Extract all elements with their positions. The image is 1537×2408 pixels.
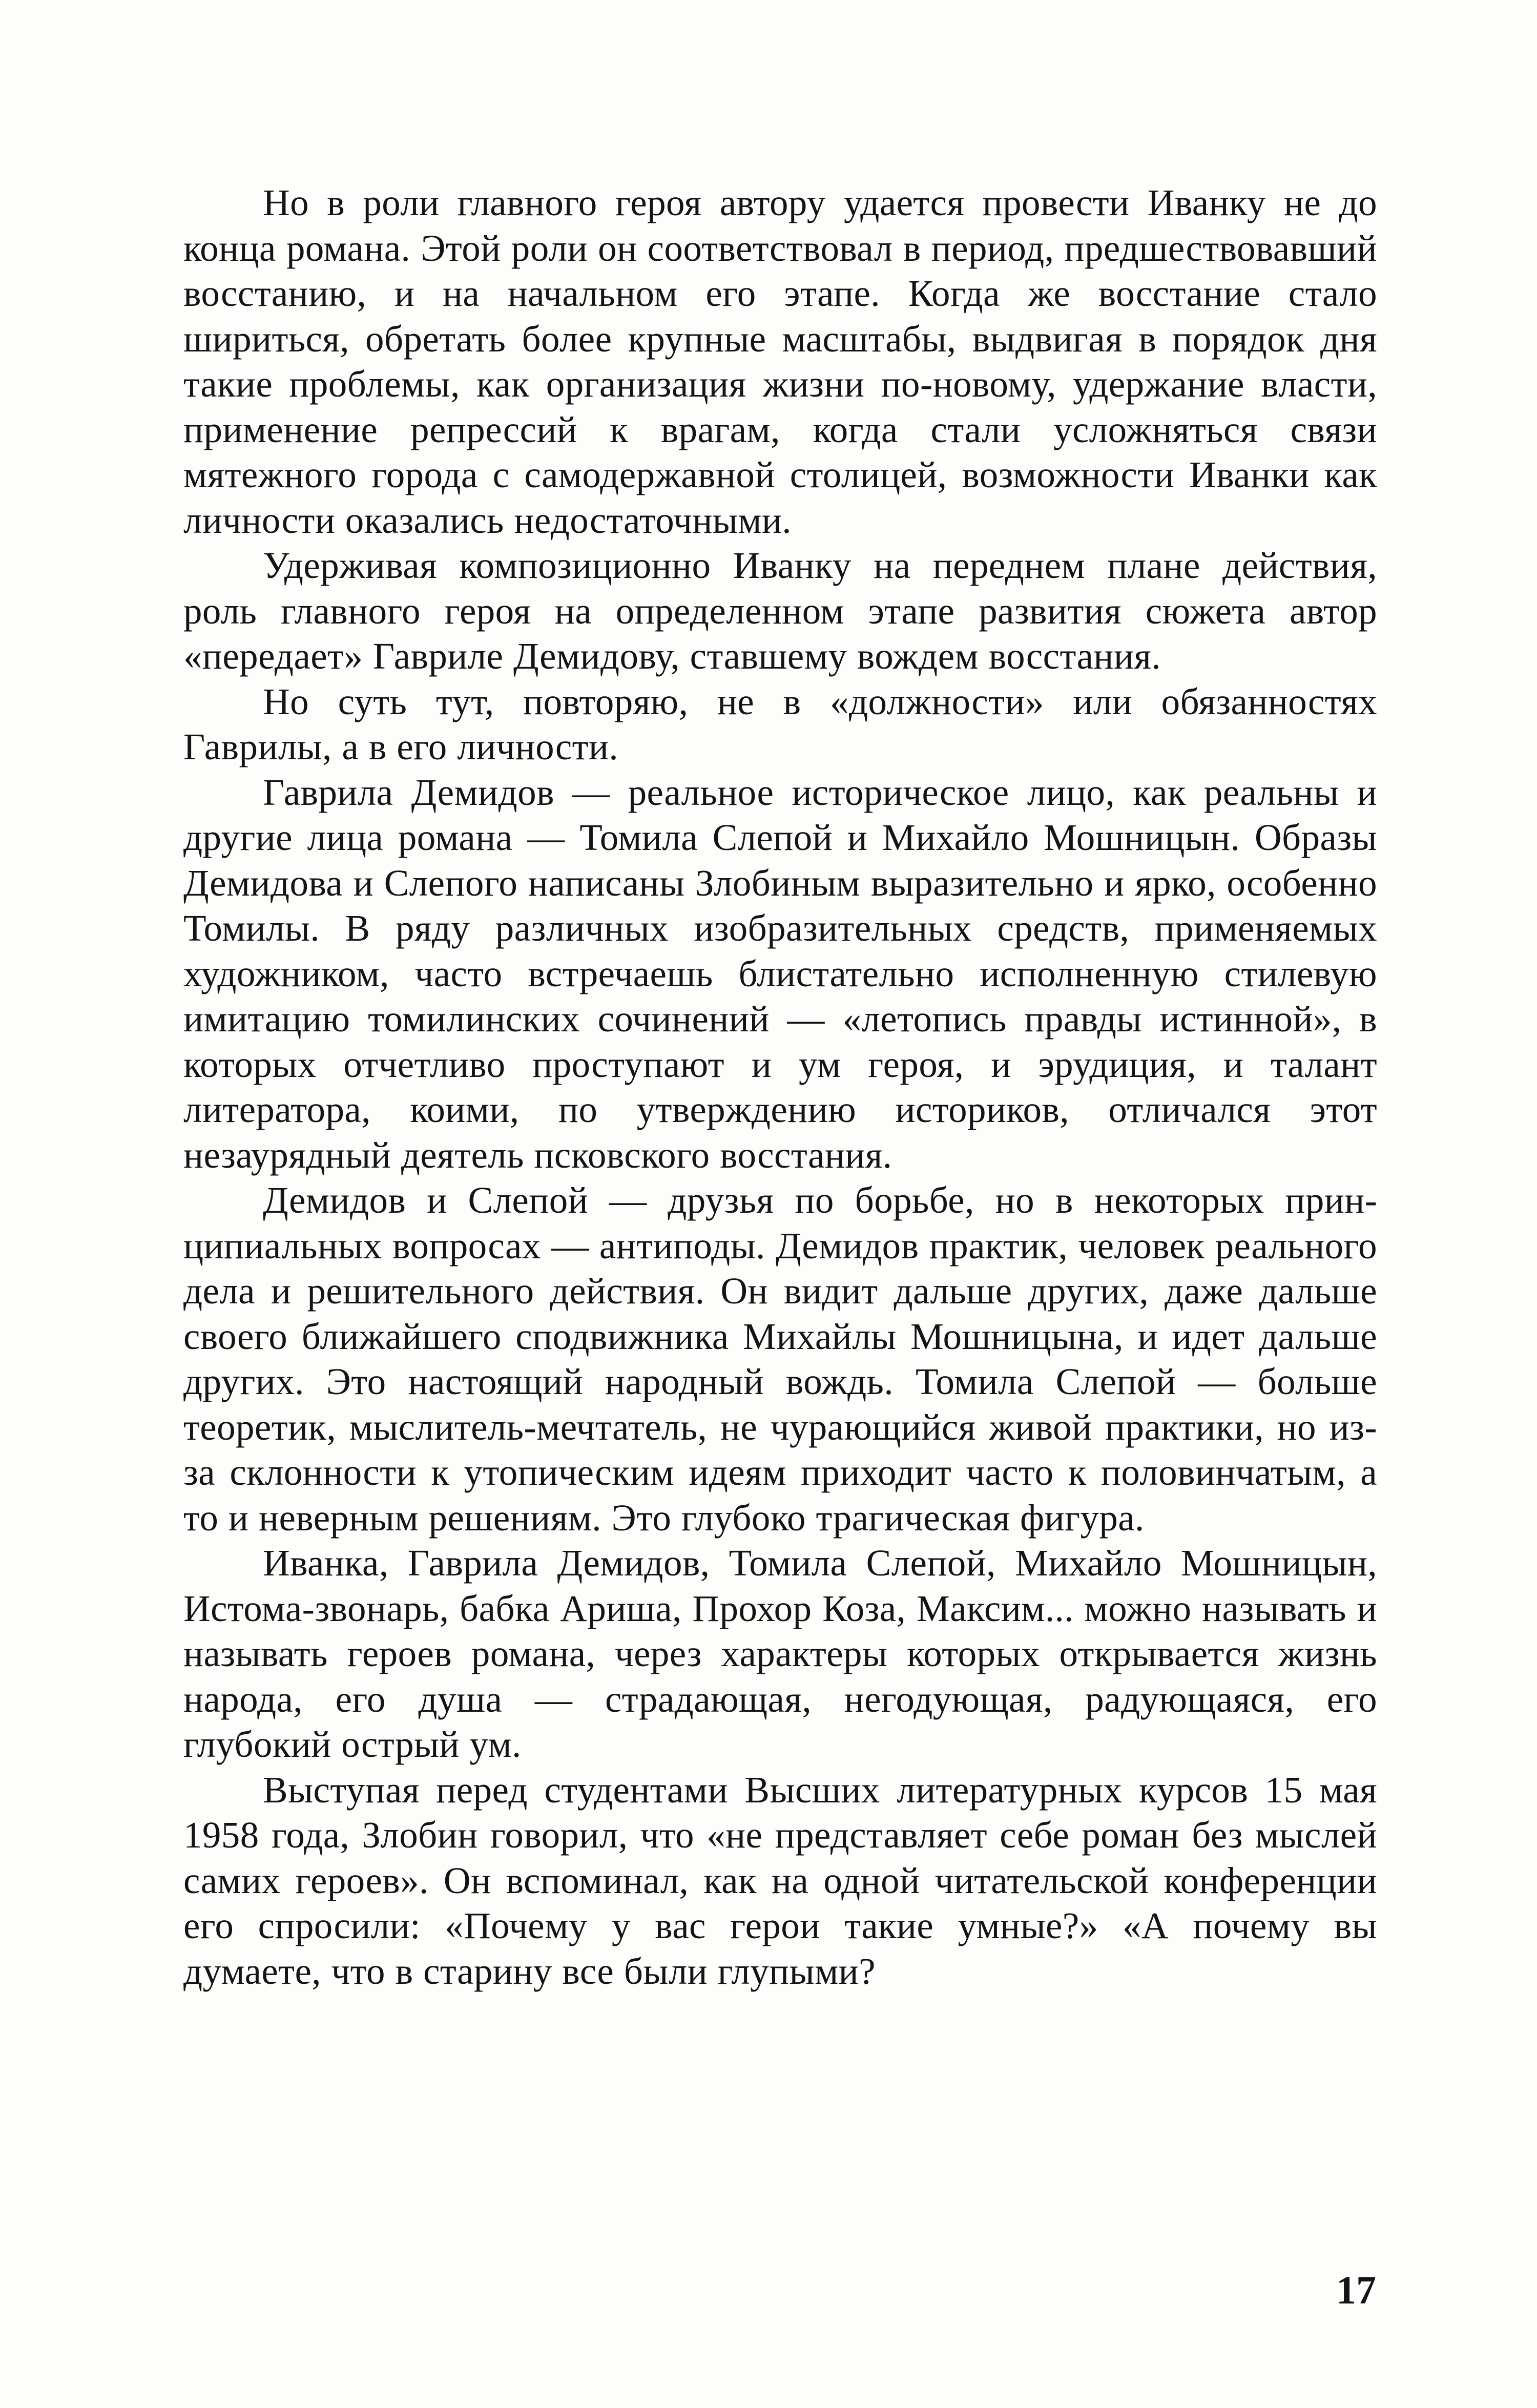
paragraph-2: Удерживая композиционно Иванку на переднем плане действия, роль главного героя на определенном этапе развития сюжета автор «передает» Гавриле Демидову, ставшему вождем восстания. [183,545,1377,677]
paragraph-4: Гаврила Демидов — реальное историческое лицо, как реальны и другие лица романа — Томила Слепой и Михайло Мошницын. Образы Демидова и Слепого написаны Злобиным выразительно и ярко, особенно Томилы. В ряду различных изобразительных средств, применяемых художником, часто встречаешь блистательно исполненную стилевую имитацию томилинских сочинений — «летопись правды истинной», в которых отчетливо проступают и ум героя, и эрудиция, и талант литератора, коими, по утверждению историков, отличался этот незаурядный деятель псковского восстания. [183,771,1377,1176]
paragraph-3: Но суть тут, повторяю, не в «должности» или обязанностях Гаврилы, а в его личности. [183,680,1377,767]
body-text [183,180,1377,1994]
page-number: 17 [1336,2268,1376,2312]
paragraph-1: Но в роли главного героя автору удается провести Иванку не до конца романа. Этой роли он соответствовал в период, предшествовавший восстанию, и на начальном его этапе. Когда же восстание стало шириться, обретать более крупные масштабы, выдвигая в порядок дня такие проблемы, как организация жизни по-новому, удержание власти, применение репрессий к врагам, когда стали усложняться связи мятежного города с самодержавной столицей, возможности Иванки как личности оказались недостаточными. [183,182,1377,541]
paragraph-6: Иванка, Гаврила Демидов, Томила Слепой, Михайло Мошницын, Истома-звонарь, бабка Ариша, Прохор Коза, Максим... можно называть и называть героев романа, через характеры которых открывается жизнь народа, его душа — страдающая, негодующая, радующаяся, его глубокий острый ум. [183,1542,1377,1765]
paragraph-5: Демидов и Слепой — друзья по борьбе, но в некоторых принципиальных вопросах — антиподы. Демидов практик, человек реального дела и решительного действия. Он видит дальше других, даже дальше своего ближайшего сподвижника Михайлы Мошницына, и идет дальше других. Это настоящий народный вождь. Томила Слепой — больше теоретик, мыслитель-мечтатель, не чурающийся живой практики, но из-за склонности к утопическим идеям приходит часто к половинчатым, а то и неверным решениям. Это глубоко трагическая фигура. [183,1179,1377,1539]
paragraph-7: Выступая перед студентами Высших литературных курсов 15 мая 1958 года, Злобин говорил, что «не представляет себе роман без мыслей самих героев». Он вспоминал, как на одной читательской конференции его спросили: «Почему у вас герои такие умные?» «А почему вы думаете, что в старину все были глупыми? [183,1769,1377,1992]
